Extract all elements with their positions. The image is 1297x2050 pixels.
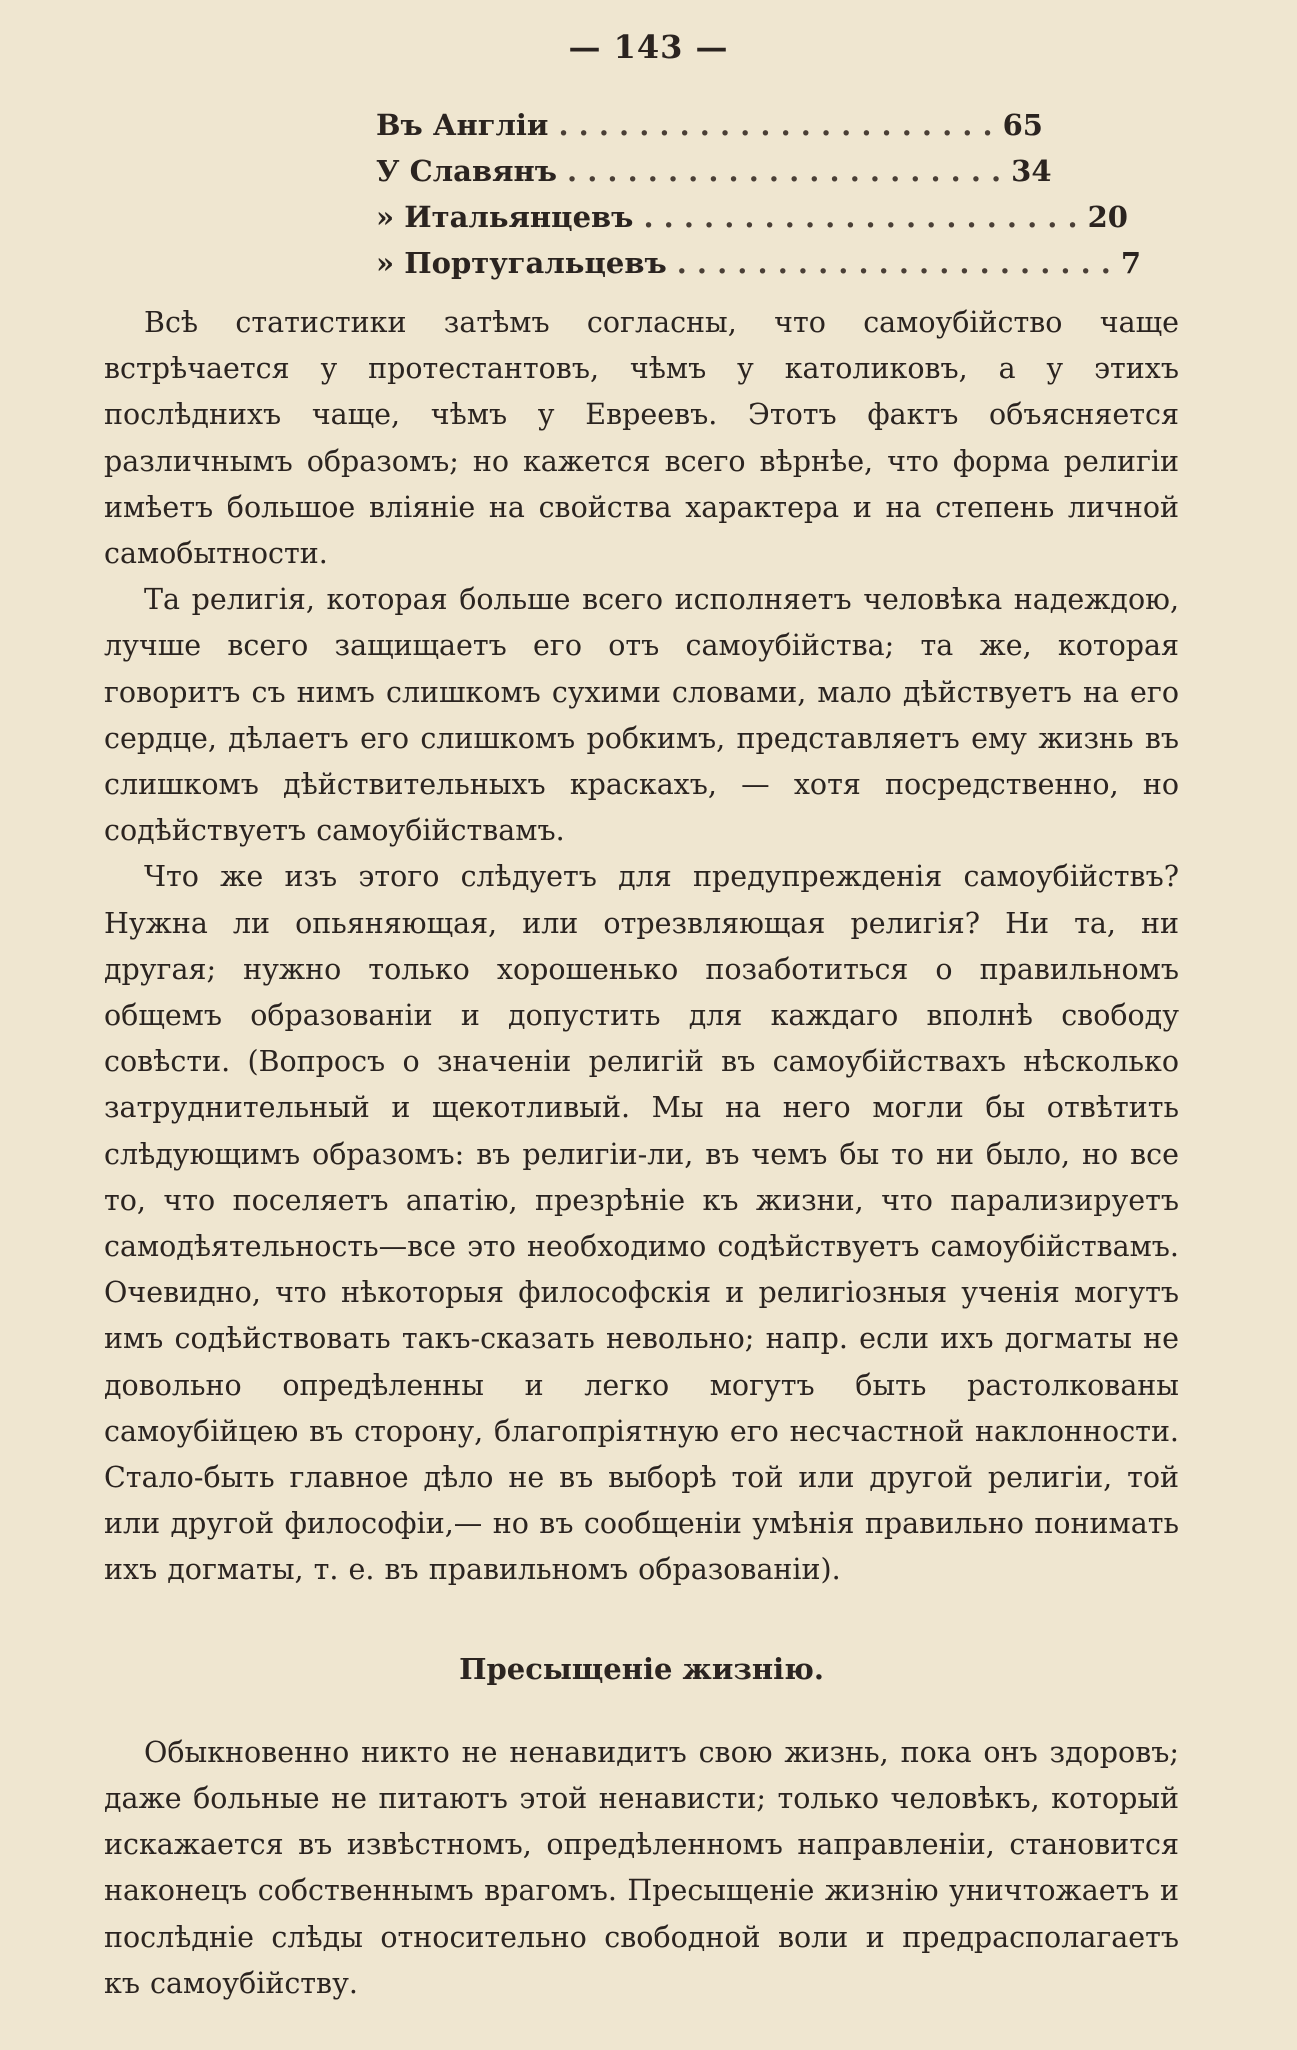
stat-value: 7 xyxy=(1120,246,1142,280)
paragraph: Что же изъ этого слѣдуетъ для предупрежденія самоубійствъ? Нужна ли опьяняющая, или отрезвляющая религія? Ни та, ни другая; нужно только хорошенько позаботиться о правильномъ общемъ образованіи и допустить для каждаго вполнѣ свободу совѣсти. (Вопросъ о значеніи религій въ самоубійствахъ нѣсколько затруднительный и щекотливый. Мы на него могли бы отвѣтить слѣдующимъ образомъ: въ религіи-ли, въ чемъ бы то ни было, но все то, что поселяетъ апатію, презрѣніе къ жизни, что парализируетъ самодѣятельность—все это необходимо содѣйствуетъ самоубійствамъ. Очевидно, что нѣкоторыя философскія и религіозныя ученія могутъ имъ содѣйствовать такъ-сказать невольно; напр. если ихъ догматы не довольно опредѣленны и легко могутъ быть растолкованы самоубійцею въ сторону, благопріятную его несчастной наклонности. Стало-быть главное дѣло не въ выборѣ той или другой религіи, той или другой философіи,— но въ сообщеніи умѣнія правильно понимать ихъ догматы, т. е. въ правильномъ образованіи). xyxy=(104,860,1179,1587)
stat-row xyxy=(376,108,1043,154)
stat-label: У Славянъ xyxy=(376,154,557,188)
page-number: — 143 — xyxy=(568,28,729,66)
body-text xyxy=(104,300,1179,2007)
leader-dots: . . . . . . . . . . . . . . . . . . . . . . xyxy=(676,246,1111,280)
section-title: Пресыщеніе жизнію. xyxy=(459,1651,824,1686)
stat-row xyxy=(376,154,1052,200)
stat-label: » Португальцевъ xyxy=(376,246,667,280)
paragraph: Всѣ статистики затѣмъ согласны, что самоубійство чаще встрѣчается у протестантовъ, чѣмъ у католиковъ, а у этихъ послѣднихъ чаще, чѣмъ у Евреевъ. Этотъ фактъ объясняется различнымъ образомъ; но кажется всего вѣрнѣе, что форма религіи имѣетъ большое вліяніе на свойства характера и на степень личной самобытности. xyxy=(104,306,1179,571)
stat-label: Въ Англіи xyxy=(376,108,549,142)
statistics-table xyxy=(376,108,1142,292)
leader-dots: . . . . . . . . . . . . . . . . . . . . . . xyxy=(567,154,1002,188)
leader-dots: . . . . . . . . . . . . . . . . . . . . . . xyxy=(558,108,993,142)
paragraph: Та религія, которая больше всего исполняетъ человѣка надеждою, лучше всего защищаетъ его отъ самоубійства; та же, которая говоритъ съ нимъ слишкомъ сухими словами, мало дѣйствуетъ на его сердце, дѣлаетъ его слишкомъ робкимъ, представляетъ ему жизнь въ слишкомъ дѣйствительныхъ краскахъ, — хотя посредственно, но содѣйствуетъ самоубійствамъ. xyxy=(104,583,1179,848)
stat-value: 34 xyxy=(1011,154,1052,188)
leader-dots: . . . . . . . . . . . . . . . . . . . . . . xyxy=(643,200,1078,234)
stat-row xyxy=(376,200,1128,246)
stat-value: 20 xyxy=(1087,200,1128,234)
paragraph: Обыкновенно никто не ненавидитъ свою жизнь, пока онъ здоровъ; даже больные не питаютъ этой ненависти; только человѣкъ, который искажается въ извѣстномъ, опредѣленномъ направленіи, становится наконецъ собственнымъ врагомъ. Пресыщеніе жизнію уничтожаетъ и послѣдніе слѣды относительно свободной воли и предрасполагаетъ къ самоубійству. xyxy=(104,1735,1179,2000)
stat-row xyxy=(376,246,1142,292)
stat-label: » Итальянцевъ xyxy=(376,200,634,234)
stat-value: 65 xyxy=(1002,108,1043,142)
